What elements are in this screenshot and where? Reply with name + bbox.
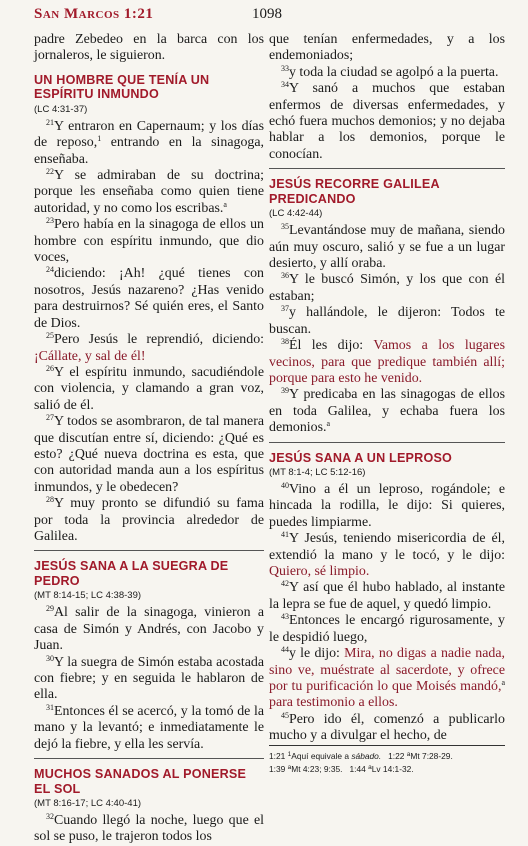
page-number: 1098 [252,6,282,22]
text-span: a [287,764,292,771]
running-head-reference: San Marcos 1:21 [34,6,154,22]
text-span: Mira, no digas a nadie nada, sino ve, muéstrate al sacerdote, y ofrece por tu purificación lo que Moisés mandó, [269,646,505,694]
text-span: Y muy pronto se difundió su fama por toda la provincia alrededor de Galilea. [34,496,264,544]
text-span: a [406,751,411,758]
section-heading: JESÚS RECORRE GALILEA PREDICANDO [269,177,440,206]
text-span: diciendo: ¡Ah! ¿qué tienes con nosotros, Jesús nazareno? ¿Has venido para destruirnos? Sé quién eres, el Santo de Dios. [34,266,264,331]
cross-reference: (MT 8:14-15; LC 4:38-39) [34,590,142,602]
page-header [34,6,508,28]
section-heading: JESÚS SANA A UN LEPROSO [269,450,453,465]
verse-24 [34,266,264,332]
verse-continuation: padre Zebedeo en la barca con los jornaleros, le siguieron. [34,32,264,64]
text-span: 1 [287,751,292,758]
text-span: Y predicaba en las sinagogas de ellos en toda Galilea, y echaba fuera los demonios. [269,387,505,436]
left-column [34,32,264,846]
text-span: 1:21 [269,751,286,761]
section-heading: JESÚS SANA A LA SUEGRA DE PEDRO [34,559,229,588]
footnote-line-1 [269,749,505,762]
verse-23 [34,217,264,266]
verse-number: 24 [46,265,54,275]
text-span: Pero había en la sinagoga de ellos un hombre con espíritu inmundo, que dio voces, [34,217,264,266]
section-heading: UN HOMBRE QUE TENÍA UN ESPÍRITU INMUNDO [34,72,210,102]
verse-42 [269,580,505,613]
text-span: Y le buscó Simón, y los que con él estaban; [269,272,505,304]
footnote-marker: 1 [97,134,102,144]
footnote-marker: a [501,677,505,687]
text-span: Cuando llegó la noche, luego que el sol se puso, le trajeron todos los [34,813,264,845]
verse-number: 21 [46,117,54,127]
verse-number: 27 [46,413,54,423]
verse-number: 42 [281,579,289,589]
text-span: Lv 14:1-32. [371,764,414,774]
section-heading: MUCHOS SANADOS AL PONERSE EL SOL [34,767,247,796]
verse-number: 37 [281,304,289,314]
text-span: Y así que él hubo hablado, al instante la lepra se fue de aquel, y quedó limpio. [269,580,505,612]
verse-36 [269,272,505,305]
text-span: Mt 7:28-29. [410,751,453,761]
verse-number: 38 [281,337,289,347]
text-span: Al salir de la sinagoga, vinieron a casa de Simón y Andrés, con Jacobo y Juan. [34,605,264,654]
text-span: Y se admiraban de su doctrina; porque les enseñaba como quien tiene autoridad, y no como los escribas. [34,168,264,216]
text-span: Y sanó a muchos que estaban enfermos de diversas enfermedades, y echó fuera muchos demonios; y no dejaba hablar a los demonios, porque le conocían. [269,81,505,162]
text-span: Pero Jesús le reprendió, diciendo: [54,332,264,348]
verse-33 [269,65,505,81]
cross-reference: (LC 4:31-37) [34,103,88,115]
text-span: Aquí equivale a [291,751,350,761]
verse-35 [269,223,505,272]
cross-reference: (LC 4:42-44) [269,208,323,220]
verse-number: 29 [46,604,54,614]
verse-28 [34,496,264,545]
verse-43 [269,613,505,646]
verse-number: 30 [46,653,54,663]
verse-number: 45 [281,710,289,720]
verse-37 [269,305,505,338]
text-span: Vamos a los lugares vecinos, para que predique también allí; porque para esto he venido. [269,338,505,386]
text-span: 1:39 [269,764,286,774]
verse-31 [34,704,264,753]
verse-number: 28 [46,495,54,505]
verse-number: 32 [46,812,54,822]
text-span: Pero ido él, comenzó a publicarlo mucho y a divulgar el hecho, de [269,711,505,744]
text-span: Quiero, sé limpio. [269,564,370,580]
text-span: Y entraron en Capernaum; y los días de reposo, [34,118,264,151]
verse-number: 31 [46,702,54,712]
verse-number: 23 [46,216,54,226]
verse-40 [269,482,505,531]
text-span: Y Jesús, teniendo misericordia de él, extendió la mano y le tocó, y le dijo: [269,531,505,563]
verse-number: 33 [281,63,289,73]
verse-number: 43 [281,612,289,622]
text-span: Y el espíritu inmundo, sacudiéndole con violencia, y clamando a gran voz, salió de él. [34,364,264,413]
verse-26 [34,365,264,414]
verse-38 [269,338,505,387]
text-span: sábado. [351,751,382,761]
cross-reference: (MT 8:1-4; LC 5:12-16) [269,467,366,479]
right-column [269,32,505,745]
text-span: 1:22 [388,751,405,761]
text-span: Vino a él un leproso, rogándole; e hincada la rodilla, le dijo: Si quieres, puedes limpiarme. [269,482,505,530]
verse-number: 26 [46,363,54,373]
verse-39 [269,387,505,436]
text-span: Él les dijo: [289,338,364,354]
verse-continuation: que tenían enfermedades, y a los endemoniados; [269,32,505,64]
text-span: Y la suegra de Simón estaba acostada con fiebre; y en seguida le hablaron de ella. [34,654,264,703]
text-span: Entonces él se acercó, y la tomó de la mano y la levantó; e inmediatamente le dejó la fiebre, y ella les servía. [34,703,264,752]
verse-29 [34,605,264,654]
footnote-marker: a [223,199,227,209]
text-span: y le dijo: [289,646,340,662]
verse-44 [269,646,505,712]
verse-number: 36 [281,271,289,281]
verse-number: 39 [281,386,289,396]
verse-45 [269,712,505,745]
footnote-marker: a [326,419,331,429]
section-divider [34,550,264,551]
verse-21 [34,119,264,168]
verse-27 [34,414,264,496]
verse-number: 44 [281,645,289,655]
verse-number: 35 [281,222,289,232]
footnote-divider [269,745,505,746]
verse-25 [34,332,264,365]
verse-30 [34,655,264,704]
text-span: entrando en la sinagoga, enseñaba. [34,135,264,167]
section-divider [269,168,505,169]
text-span: y hallándole, le dijeron: Todos te buscan. [269,305,505,337]
text-span: Y todos se asombraron, de tal manera que discutían entre sí, diciendo: ¿Qué es esto? ¿Qué nueva doctrina es esta, que con autoridad manda aun a los espíritus inmundos, y le obedecen? [34,414,264,495]
text-span: a [368,764,372,771]
text-span: Mt 4:23; 9:35. [291,764,343,774]
cross-reference: (MT 8:16-17; LC 4:40-41) [34,798,142,810]
verse-number: 40 [281,481,289,491]
verse-number: 22 [46,167,54,177]
footnote-line-2 [269,762,505,775]
text-span: Entonces le encargó rigurosamente, y le despidió luego, [269,613,505,645]
verse-22 [34,168,264,217]
verse-number: 41 [281,530,289,540]
verse-32 [34,813,264,846]
footnotes [269,745,505,775]
text-span: 1:44 [349,764,366,774]
verse-number: 25 [46,331,54,341]
text-span: y toda la ciudad se agolpó a la puerta. [289,64,499,80]
text-span: ¡Cállate, y sal de él! [34,348,146,364]
verse-number: 34 [281,80,289,90]
text-span: para testimonio a ellos. [269,695,398,711]
section-divider [269,442,505,443]
section-divider [34,758,264,759]
text-span: Levantándose muy de mañana, siendo aún muy oscuro, salió y se fue a un lugar desierto, y allí oraba. [269,223,505,272]
verse-41 [269,531,505,580]
verse-34 [269,81,505,163]
